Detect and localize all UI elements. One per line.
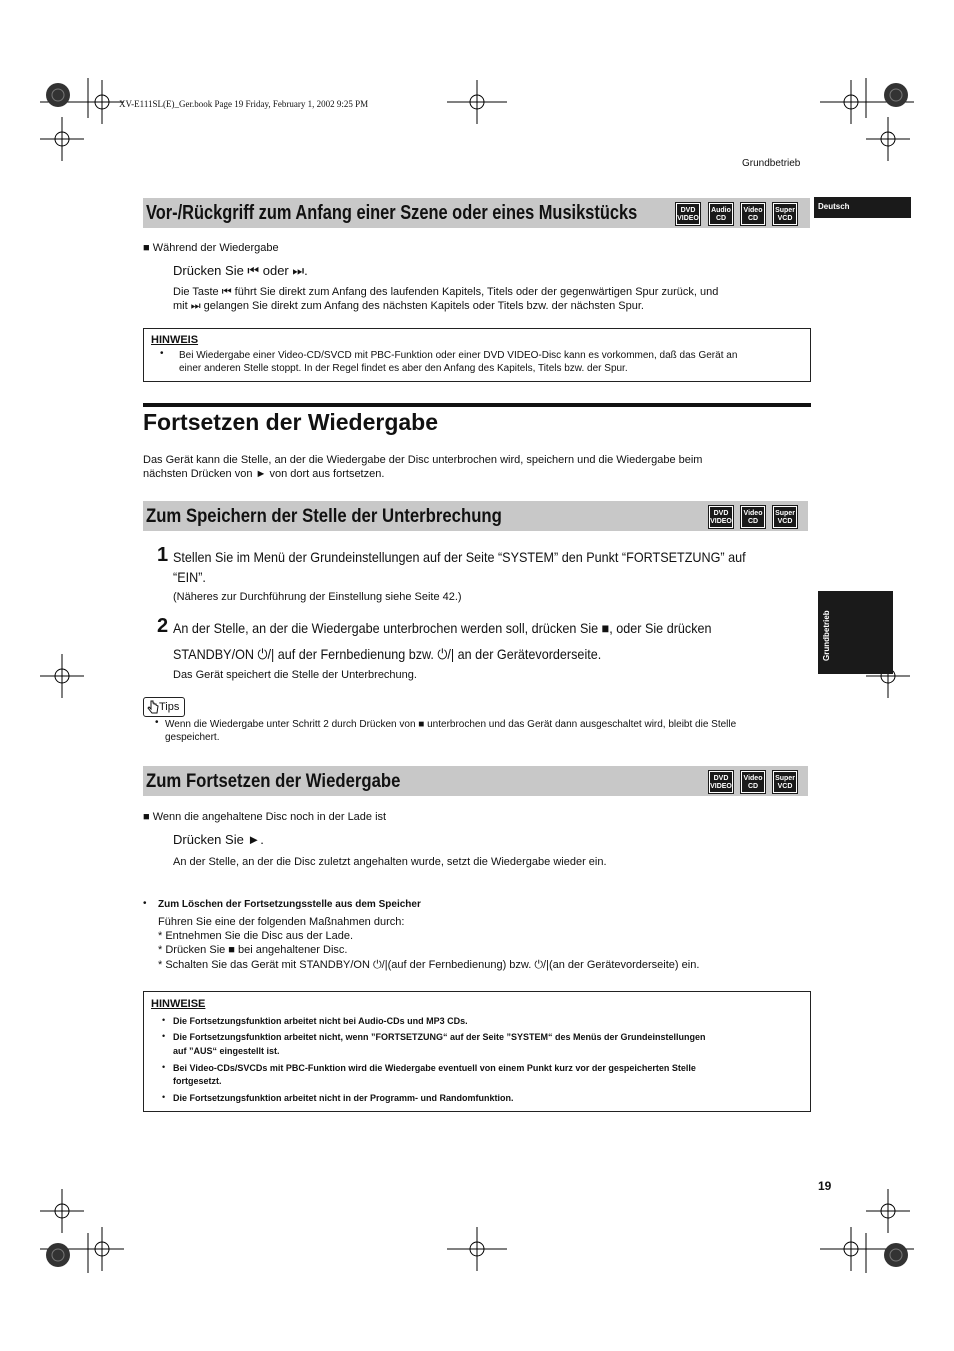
skip-condition: ■ Während der Wiedergabe (143, 242, 279, 254)
tips-badge (143, 697, 185, 717)
super-vcd-badge: Super VCD (773, 203, 797, 225)
chapter-tab-label: Grundbetrieb (822, 610, 831, 661)
bullet-dot: • (143, 898, 147, 909)
step-1-number: 1 (157, 544, 169, 566)
dvd-video-badge: DVD VIDEO (709, 506, 733, 528)
continue-description: An der Stelle, an der die Disc zuletzt angehalten wurde, setzt die Wiedergabe wieder ein. (173, 856, 607, 868)
language-tab (814, 197, 911, 218)
resume-notes-label: HINWEISE (151, 998, 206, 1010)
dvd-video-badge: DVD VIDEO (709, 771, 733, 793)
step-1-sub: (Näheres zur Durchführung der Einstellung siehe Seite 42.) (173, 591, 462, 603)
resume-note-3-line-1: Bei Video-CDs/SVCDs mit PBC-Funktion wird die Wiedergabe eventuell von einem Punkt kurz vor der gespeicherten Stelle (173, 1063, 696, 1073)
super-vcd-badge: Super VCD (773, 506, 797, 528)
dvd-video-badge: DVD VIDEO (676, 203, 700, 225)
super-vcd-badge: Super VCD (773, 771, 797, 793)
skip-instruction: Drücken Sie ⏮ oder ⏭. (173, 263, 308, 278)
file-header: XV-E111SL(E)_Ger.book Page 19 Friday, February 1, 2002 9:25 PM (119, 99, 369, 109)
skip-note-line-1: Bei Wiedergabe einer Video-CD/SVCD mit PBC-Funktion oder einer DVD VIDEO-Disc kann es vorkommen, daß das Gerät an (179, 350, 738, 361)
continue-condition: ■ Wenn die angehaltene Disc noch in der Lade ist (143, 811, 387, 823)
resume-note-2-line-2: auf ”AUS“ eingestellt ist. (173, 1046, 280, 1056)
language-tab-label: Deutsch (818, 202, 850, 211)
continue-instruction: Drücken Sie ►. (173, 832, 264, 847)
page-number: 19 (818, 1179, 832, 1193)
video-cd-badge: Video CD (741, 506, 765, 528)
section-rule (143, 403, 811, 407)
step-2-line-1: An der Stelle, an der die Wiedergabe unterbrochen werden soll, drücken Sie ■, oder Sie drücken (173, 620, 712, 636)
resume-intro-line-1: Das Gerät kann die Stelle, an der die Wiedergabe der Disc unterbrochen wird, speichern und die Wiedergabe beim (143, 454, 703, 466)
resume-notes-box (143, 991, 811, 1112)
skip-note-line-2: einer anderen Stelle stoppt. In der Regel findet es aber den Anfang des Kapitels, Titels bzw. der Spur. (179, 363, 628, 374)
resume-note-3-line-2: fortgesetzt. (173, 1076, 222, 1086)
step-2-sub: Das Gerät speichert die Stelle der Unterbrechung. (173, 669, 417, 681)
audio-cd-badge: Audio CD (709, 203, 733, 225)
bullet-dot: • (162, 1062, 166, 1072)
bullet-dot: • (162, 1015, 166, 1025)
bullet-dot: • (162, 1092, 166, 1102)
step-2-line-2: STANDBY/ON ⏻/| auf der Fernbedienung bzw. ⏻/| an der Gerätevorderseite. (173, 646, 602, 662)
resume-intro-line-2: nächsten Drücken von ► von dort aus fortsetzen. (143, 468, 385, 480)
skip-description-line-1: Die Taste ⏮ führt Sie direkt zum Anfang des laufenden Kapitels, Titels oder der gegenwärtigen Spur zurück, und (173, 286, 719, 298)
tips-label: Tips (159, 701, 180, 713)
clear-item-2: * Drücken Sie ■ bei angehaltener Disc. (158, 944, 348, 956)
step-1-line-2: “EIN”. (173, 569, 206, 585)
skip-description-line-2: mit ⏭ gelangen Sie direkt zum Anfang des nächsten Kapitels oder Titels bzw. der nächsten Spur. (173, 300, 644, 312)
bullet-dot: • (160, 348, 164, 359)
section-title-skip-text: Vor-/Rückgriff zum Anfang einer Szene oder eines Musikstücks (146, 202, 638, 224)
resume-note-2-line-1: Die Fortsetzungsfunktion arbeitet nicht, wenn ”FORTSETZUNG“ auf der Seite ”SYSTEM“ des Menüs der Grundeinstellungen (173, 1032, 706, 1042)
skip-note-box (143, 328, 811, 382)
resume-note-1: Die Fortsetzungsfunktion arbeitet nicht bei Audio-CDs und MP3 CDs. (173, 1016, 468, 1026)
step-2-number: 2 (157, 615, 169, 637)
video-cd-badge: Video CD (741, 203, 765, 225)
step-1-line-1: Stellen Sie im Menü der Grundeinstellungen auf der Seite “SYSTEM” den Punkt “FORTSETZUNG” auf (173, 549, 746, 565)
skip-note-label: HINWEIS (151, 334, 199, 346)
subsection-title-save-text: Zum Speichern der Stelle der Unterbrechung (146, 506, 502, 527)
section-title-resume: Fortsetzen der Wiedergabe (143, 409, 439, 435)
subsection-title-continue-text: Zum Fortsetzen der Wiedergabe (146, 771, 401, 792)
clear-item-3: * Schalten Sie das Gerät mit STANDBY/ON ⏻/|(auf der Fernbedienung) bzw. ⏻/|(an der Gerätevorderseite) ein. (158, 959, 700, 971)
tip-line-1: Wenn die Wiedergabe unter Schritt 2 durch Drücken von ■ unterbrochen und das Gerät dann ausgeschaltet wird, bleibt die Stelle (165, 719, 737, 730)
clear-item-1: * Entnehmen Sie die Disc aus der Lade. (158, 930, 354, 942)
video-cd-badge: Video CD (741, 771, 765, 793)
hand-pointer-icon (147, 700, 159, 714)
bullet-dot: • (155, 717, 159, 728)
clear-heading: Zum Löschen der Fortsetzungsstelle aus dem Speicher (158, 899, 421, 910)
resume-note-4: Die Fortsetzungsfunktion arbeitet nicht in der Programm- und Randomfunktion. (173, 1093, 514, 1103)
running-head: Grundbetrieb (742, 158, 801, 169)
chapter-tab (818, 591, 893, 674)
clear-intro: Führen Sie eine der folgenden Maßnahmen durch: (158, 916, 405, 928)
tip-line-2: gespeichert. (165, 732, 220, 743)
bullet-dot: • (162, 1031, 166, 1041)
